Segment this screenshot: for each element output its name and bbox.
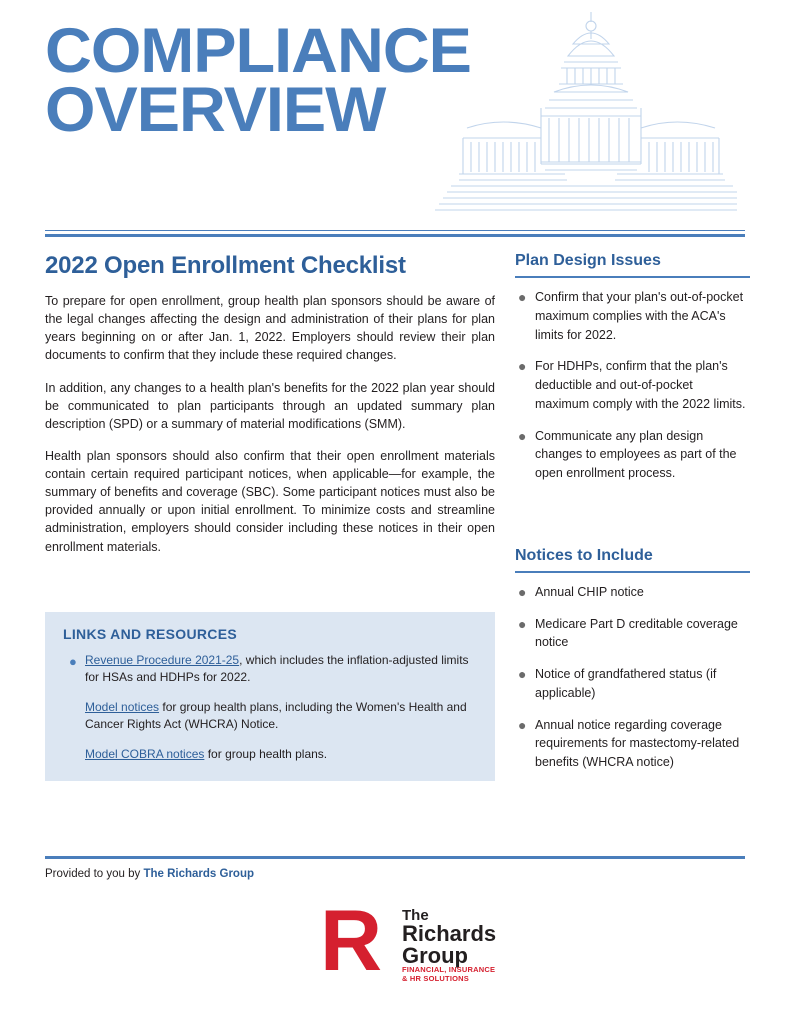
- resource-link[interactable]: Model COBRA notices: [85, 746, 205, 761]
- page-title-line1: COMPLIANCE: [45, 16, 471, 86]
- sidebar-section-plan-design: [515, 252, 750, 483]
- links-list: [63, 652, 477, 763]
- sidebar-divider: [515, 276, 750, 278]
- bullet-icon: ●: [518, 289, 527, 305]
- sidebar-heading-notices: Notices to Include: [515, 546, 653, 564]
- logo-tagline-line2: & HR SOLUTIONS: [402, 973, 469, 983]
- list-item: [518, 583, 750, 602]
- header-divider: [45, 234, 745, 237]
- list-item: [518, 288, 750, 344]
- bullet-icon: ●: [69, 654, 77, 669]
- body-paragraph-3: Health plan sponsors should also confirm that their open enrollment materials contain certain required participant notices, when applicable—for example, the summary of benefits and coverage (SBC). Some participant notices must also be provided annually or upon initial enrollment. To minimize costs and streamline administration, employers should consider including these notices in their open enrollment materials.: [45, 448, 495, 554]
- footer-company: The Richards Group: [143, 868, 254, 880]
- resource-link[interactable]: Model notices: [85, 699, 160, 714]
- capitol-building-icon: [421, 4, 761, 232]
- sidebar: [515, 252, 750, 785]
- footer-divider: [45, 856, 745, 859]
- resource-text: , which includes the inflation-adjusted limits for HSAs and HDHPs for 2022.: [85, 653, 469, 685]
- list-item-text: Notice of grandfathered status (if applicable): [535, 667, 717, 700]
- links-box-title: LINKS AND RESOURCES: [63, 626, 237, 642]
- bullet-icon: ●: [518, 427, 527, 444]
- list-item-text: Medicare Part D creditable coverage notice: [535, 616, 738, 650]
- bullet-icon: ●: [518, 716, 527, 733]
- body-paragraph-2: In addition, any changes to a health plan's benefits for the 2022 plan year should be communicated to plan participants through an updated summary plan description (SPD) or a summary of material modifications (SMM).: [45, 380, 495, 431]
- list-item-text: Annual CHIP notice: [535, 584, 644, 599]
- list-item-text: Annual notice regarding coverage requirements for mastectomy-related benefits (WHCRA notice): [535, 717, 740, 769]
- bullet-icon: ●: [518, 615, 527, 632]
- list-item: [518, 615, 750, 653]
- header-divider-thin: [45, 230, 745, 231]
- logo-word-richards: Richards: [402, 921, 497, 946]
- sidebar-divider: [515, 571, 750, 573]
- list-item-text: For HDHPs, confirm that the plan's deductible and out-of-pocket maximum comply with the 2022 limits.: [535, 359, 746, 411]
- list-item: [518, 665, 750, 703]
- list-item-text: Confirm that your plan's out-of-pocket maximum complies with the ACA's limits for 2022.: [535, 290, 744, 342]
- list-item: [85, 699, 477, 734]
- bullet-icon: ●: [518, 583, 527, 600]
- footer-prefix: Provided to you by: [45, 868, 144, 880]
- notices-list: [515, 583, 750, 772]
- sidebar-section-notices: [515, 547, 750, 772]
- footer-attribution: [45, 868, 254, 880]
- main-content: [45, 252, 495, 570]
- logo-mark-r: R: [320, 893, 379, 989]
- list-item-text: Communicate any plan design changes to employees as part of the open enrollment process.: [535, 428, 737, 480]
- bullet-icon: ●: [518, 666, 527, 682]
- page-title-line2: OVERVIEW: [45, 74, 386, 145]
- company-logo: [320, 893, 520, 989]
- plan-design-list: [515, 288, 750, 483]
- bullet-icon: ●: [518, 358, 527, 375]
- list-item: [69, 652, 477, 687]
- sidebar-heading-plan-design: Plan Design Issues: [515, 252, 661, 269]
- body-paragraph-1: To prepare for open enrollment, group health plan sponsors should be aware of the legal changes affecting the design and administration of their plans for plan years beginning on or after Jan. 1, 2022. Employers should review their plan documents to confirm that they include these required changes.: [45, 294, 495, 363]
- article-title: 2022 Open Enrollment Checklist: [45, 252, 406, 279]
- document-header: [0, 0, 791, 238]
- logo-tagline-line1: FINANCIAL, INSURANCE: [402, 965, 496, 974]
- resource-link[interactable]: Revenue Procedure 2021-25: [85, 653, 240, 667]
- logo-tagline: [402, 966, 495, 983]
- list-item: [518, 716, 750, 772]
- logo-word-group: Group: [402, 943, 468, 968]
- page-title: [45, 16, 471, 145]
- logo-wordmark: [402, 908, 496, 967]
- resource-text: for group health plans.: [204, 746, 328, 761]
- logo-word-the: The: [402, 907, 429, 924]
- list-item: [518, 427, 750, 483]
- list-item: [518, 357, 750, 413]
- links-and-resources-box: [45, 612, 495, 781]
- list-item: [85, 746, 477, 763]
- resource-text: for group health plans, including the Women's Health and Cancer Rights Act (WHCRA) Notice.: [85, 699, 467, 732]
